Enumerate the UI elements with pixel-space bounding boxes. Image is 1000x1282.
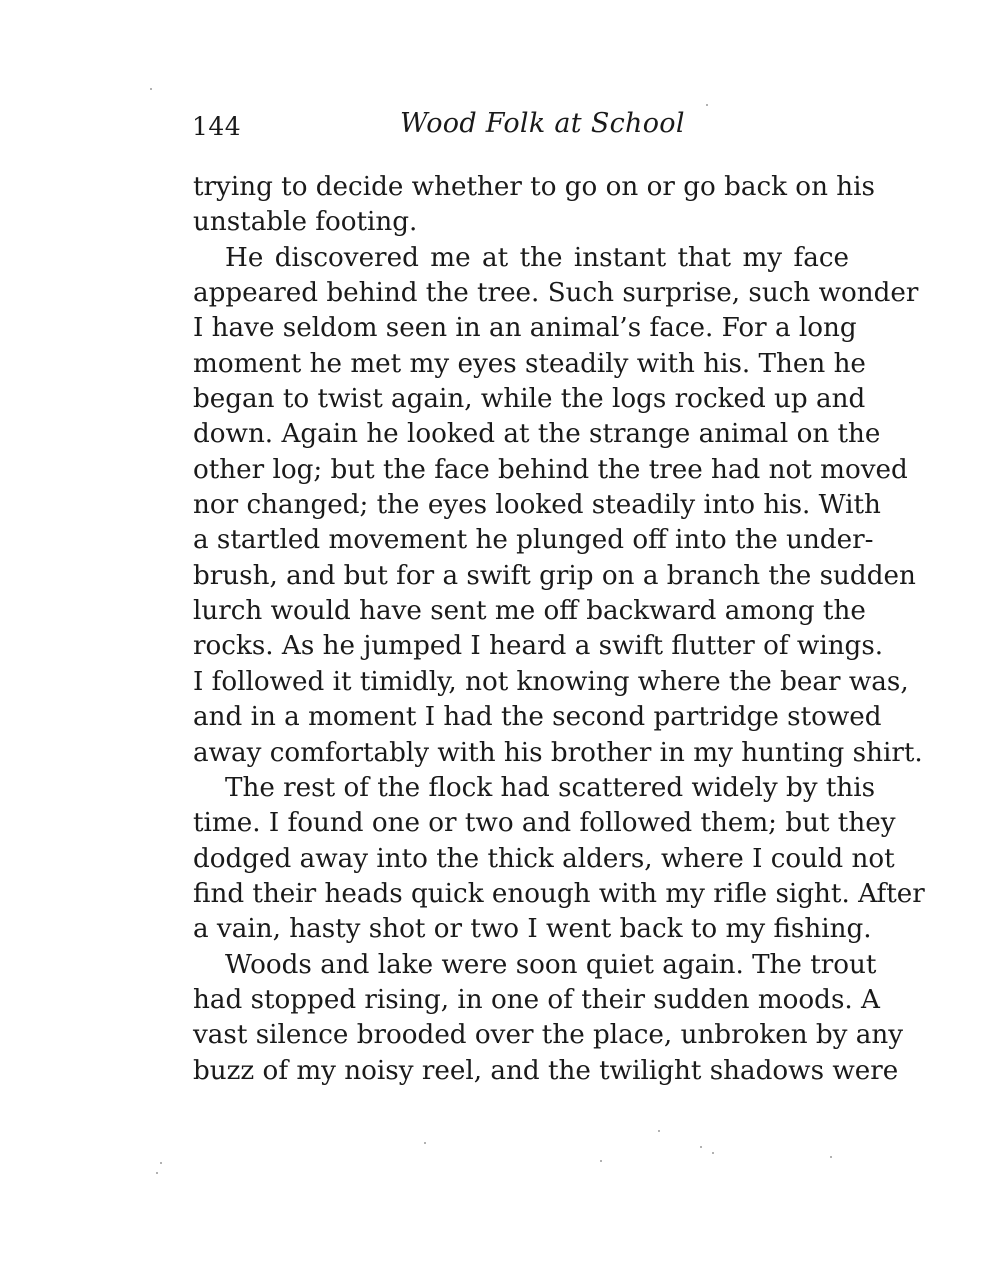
text-line: brush, and but for a swift grip on a branch the sudden bbox=[193, 560, 916, 591]
text-line: away comfortably with his brother in my hunting shirt. bbox=[193, 737, 923, 768]
page-number: 144 bbox=[192, 112, 242, 141]
paragraph-start-line: The rest of the flock had scattered widely by this bbox=[225, 772, 876, 803]
text-line: moment he met my eyes steadily with his. Then he bbox=[193, 348, 866, 379]
scan-speck bbox=[156, 1172, 158, 1174]
text-line: I have seldom seen in an animal’s face. For a long bbox=[193, 313, 857, 344]
scan-speck bbox=[658, 1130, 660, 1132]
text-line: a startled movement he plunged off into the under- bbox=[193, 525, 874, 556]
text-line: find their heads quick enough with my rifle sight. After bbox=[193, 878, 925, 909]
text-line: vast silence brooded over the place, unbroken by any bbox=[193, 1020, 904, 1051]
text-line: dodged away into the thick alders, where I could not bbox=[193, 843, 895, 874]
text-line: buzz of my noisy reel, and the twilight shadows were bbox=[193, 1055, 899, 1086]
text-line: lurch would have sent me off backward among the bbox=[193, 596, 866, 627]
text-line: began to twist again, while the logs rocked up and bbox=[193, 384, 866, 415]
text-line: had stopped rising, in one of their sudden moods. A bbox=[193, 984, 880, 1015]
text-line: time. I found one or two and followed them; but they bbox=[193, 808, 896, 839]
paragraph-start-line: He discovered me at the instant that my face bbox=[225, 242, 849, 273]
scan-speck bbox=[160, 1162, 162, 1164]
scan-speck bbox=[424, 1142, 426, 1144]
text-line: a vain, hasty shot or two I went back to my fishing. bbox=[193, 914, 872, 945]
text-line: down. Again he looked at the strange animal on the bbox=[193, 419, 881, 450]
text-line: trying to decide whether to go on or go back on his bbox=[193, 172, 875, 202]
text-line: rocks. As he jumped I heard a swift flutter of wings. bbox=[193, 631, 884, 662]
scan-speck bbox=[830, 1156, 832, 1158]
body-text bbox=[193, 170, 925, 1089]
running-head bbox=[192, 108, 852, 148]
paragraph-start-line: Woods and lake were soon quiet again. The trout bbox=[225, 949, 877, 980]
text-line: and in a moment I had the second partridge stowed bbox=[193, 702, 882, 733]
text-line: nor changed; the eyes looked steadily into his. With bbox=[193, 490, 881, 521]
text-line: unstable footing. bbox=[193, 207, 418, 238]
scan-speck bbox=[150, 88, 152, 90]
text-line: I followed it timidly, not knowing where the bear was, bbox=[193, 666, 909, 697]
book-title: Wood Folk at School bbox=[400, 108, 685, 139]
scan-speck bbox=[600, 1160, 602, 1162]
scan-speck bbox=[700, 1146, 702, 1148]
scan-speck bbox=[706, 104, 708, 106]
text-line: other log; but the face behind the tree had not moved bbox=[193, 454, 908, 485]
text-line: appeared behind the tree. Such surprise, such wonder bbox=[193, 278, 919, 309]
scan-speck bbox=[712, 1152, 714, 1154]
